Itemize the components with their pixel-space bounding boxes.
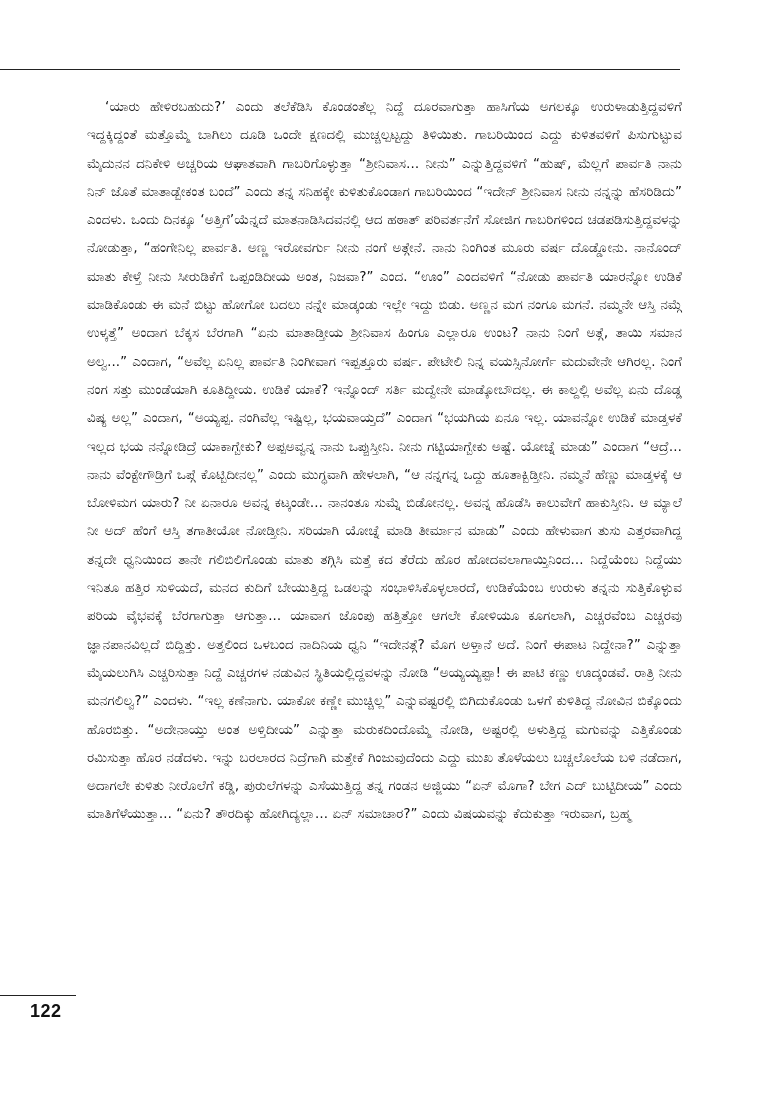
page-number-divider-line [0,995,76,996]
top-divider-line [0,69,680,70]
page-number: 122 [30,1001,62,1021]
body-paragraph: ‘ಯಾರು ಹೇಳಿರಬಹುದು?’ ಎಂದು ತಲೆಕೆಡಿಸಿ ಕೊಂಡಂತೆಲ್ಲ ನಿದ್ದೆ ದೂರವಾಗುತ್ತಾ ಹಾಸಿಗೆಯ ಅಗಲಕ್ಕೂ ಉರುಳಾಡುತ್ತಿದ್ದವಳಿಗೆ ಇದ್ದಕ್ಕಿದ್ದಂತೆ ಮತ್ತೊಮ್ಮೆ ಬಾಗಿಲು ದೂಡಿ ಒಂದೇ ಕ್ಷಣದಲ್ಲಿ ಮುಚ್ಚಲ್ಪಟ್ಟದ್ದು ತಿಳಿಯಿತು. ಗಾಬರಿಯಿಂದ ಎದ್ದು ಕುಳಿತವಳಿಗೆ ಪಿಸುಗುಟ್ಟುವ ಮೈದುನನ ದನಿಕೇಳಿ ಅಚ್ಚರಿಯ ಆಘಾತವಾಗಿ ಗಾಬರಿಗೊಳ್ಳುತ್ತಾ “ಶ್ರೀನಿವಾಸ... ನೀನು” ಎನ್ನುತ್ತಿದ್ದವಳಿಗೆ “ಹುಷ್, ಮೆಲ್ಲಗೆ ಪಾರ್ವತಿ ನಾನು ನಿನ್ ಜೊತೆ ಮಾತಾಡ್ಬೇಕಂತ ಬಂದೆ” ಎಂದು ತನ್ನ ಸನಿಹಕ್ಕೇ ಕುಳಿತುಕೊಂಡಾಗ ಗಾಬರಿಯಿಂದ “ಇದೇನ್ ಶ್ರೀನಿವಾಸ ನೀನು ನನ್ನನ್ನು ಹೆಸರಿಡಿದು” ಎಂದಳು. ಒಂದು ದಿನಕ್ಕೂ ‘ಅತ್ತಿಗೆ’ಯೆನ್ನದೆ ಮಾತನಾಡಿಸಿದವನಲ್ಲಿ ಆದ ಹಠಾತ್ ಪರಿವರ್ತನೆಗೆ ಸೋಜಿಗ ಗಾಬರಿಗಳಿಂದ ಚಡಪಡಿಸುತ್ತಿದ್ದವಳನ್ನು ನೋಡುತ್ತಾ, “ಹಂಗೇನಿಲ್ಲ ಪಾರ್ವತಿ. ಅಣ್ಣ ಇರೋವರ್ಗು ನೀನು ನಂಗೆ ಅತ್ಗೇನೆ. ನಾನು ನಿಂಗಿಂತ ಮೂರು ವರ್ಷ ದೊಡ್ಡೋನು. ನಾನೊಂದ್ ಮಾತು ಕೇಳ್ತೆ ನೀನು ಸೀರುಡಿಕೆಗೆ ಒಪ್ಪಂಡಿದೀಯ ಅಂತ, ನಿಜವಾ?” ಎಂದ. “ಊಂ” ಎಂದವಳಿಗೆ “ನೋಡು ಪಾರ್ವತಿ ಯಾರನ್ನೋ ಉಡಿಕೆ ಮಾಡಿಕೊಂಡು ಈ ಮನೆ ಬಿಟ್ಟು ಹೋಗೋ ಬದಲು ನನ್ನೇ ಮಾಡ್ಕಂಡು ಇಲ್ಲೇ ಇದ್ದು ಬಿಡು. ಅಣ್ಣನ ಮಗ ನಂಗೂ ಮಗನೆ. ನಮ್ಮನೇ ಆಸ್ತಿ ನಮ್ಗೆ ಉಳ್ಕತ್ತೆ” ಅಂದಾಗ ಬೆಕ್ಕಸ ಬೆರಗಾಗಿ “ಏನು ಮಾತಾಡ್ತೀಯ ಶ್ರೀನಿವಾಸ ಹಿಂಗೂ ಎಲ್ಲಾರೂ ಉಂಟ? ನಾನು ನಿಂಗೆ ಅತ್ಗೆ, ತಾಯಿ ಸಮಾನ ಅಲ್ವ...” ಎಂದಾಗ, “ಅವೆಲ್ಲ ಏನಿಲ್ಲ ಪಾರ್ವತಿ ನಿಂಗೀವಾಗ ಇಪ್ಪತ್ತೂರು ವರ್ಷ. ಪೇಟೇಲಿ ನಿನ್ನ ವಯಸ್ಸಿನೋರ್ಗೆ ಮದುವೇನೇ ಆಗಿರಲ್ಲ. ನಿಂಗೆ ನಂಗ ಸತ್ತು ಮುಂಡೆಯಾಗಿ ಕೂತಿದ್ದೀಯ. ಉಡಿಕೆ ಯಾಕೆ? ಇನ್ನೊಂದ್ ಸರ್ತಿ ಮದ್ವೇನೇ ಮಾಡ್ಕೋಬೌದಲ್ಲ. ಈ ಕಾಲ್ದಲ್ಲಿ ಅವೆಲ್ಲ ಏನು ದೊಡ್ಡ ವಿಷ್ಯ ಅಲ್ಲ” ಎಂದಾಗ, “ಅಯ್ಯಪ್ಪ. ನಂಗಿವೆಲ್ಲ ಇಷ್ಟಿಲ್ಲ, ಭಯವಾಯ್ತದೆ” ಎಂದಾಗ “ಭಯಗಿಯ ಏನೂ ಇಲ್ಲ. ಯಾವನ್ನೋ ಉಡಿಕೆ ಮಾಡ್ತಳಕೆ ಇಲ್ಲದ ಭಯ ನನ್ನೋಡಿದ್ರೆ ಯಾಕಾಗ್ಬೇಕು? ಅಪ್ಪಅವ್ವನ್ನ ನಾನು ಒಪ್ಪುಸ್ತೀನಿ. ನೀನು ಗಟ್ಟಿಯಾಗ್ಬೇಕು ಅಷ್ಟೆ. ಯೋಚ್ನೆ ಮಾಡು” ಎಂದಾಗ “ಆದ್ರೆ... ನಾನು ವೆಂಕ್ಟೇಗೌಡ್ರಿಗೆ ಒಪ್ಗೆ ಕೊಟ್ಬಿದೀನಲ್ಲ” ಎಂದು ಮುಗ್ಧವಾಗಿ ಹೇಳಲಾಗಿ, “ಆ ನನ್ನಗನ್ನ ಒದ್ದು ಹೂತಾಕ್ಬಿಡ್ತೀನಿ. ನಮ್ಮನೆ ಹೆಣ್ಣು ಮಾಡ್ತಳಕ್ಕೆ ಆ ಬೋಳಿಮಗ ಯಾರು? ನೀ ಏನಾರೂ ಅವನ್ನ ಕಟ್ಕಂಡೇ... ನಾನಂತೂ ಸುಮ್ನೆ ಬಿಡೋನಲ್ಲ. ಅವನ್ನ ಹೊಡೆಸಿ ಕಾಲುವೇಗೆ ಹಾಕುಸ್ತೀನಿ. ಆ ಮ್ಯಾಲೆ ನೀ ಅದ್ ಹೆಂಗೆ ಆಸ್ತಿ ತಗಾತೀಯೋ ನೋಡ್ತೀನಿ. ಸರಿಯಾಗಿ ಯೋಚ್ನೆ ಮಾಡಿ ತೀರ್ಮಾನ ಮಾಡು” ಎಂದು ಹೇಳುವಾಗ ತುಸು ಎತ್ತರವಾಗಿದ್ದ ತನ್ನದೇ ಧ್ವನಿಯಿಂದ ತಾನೇ ಗಲಿಬಿಲಿಗೊಂಡು ಮಾತು ತಗ್ಗಿಸಿ ಮತ್ತೆ ಕದ ತೆರೆದು ಹೊರ ಹೋದವಲಾಗಾಯ್ತಿನಿಂದ... ನಿದ್ದೆಯೆಂಬ ನಿದ್ದೆಯು ಇನಿತೂ ಹತ್ತಿರ ಸುಳಿಯದೆ, ಮನದ ಕುದಿಗೆ ಬೇಯುತ್ತಿದ್ದ ಒಡಲನ್ನು ಸಂಭಾಳಿಸಿಕೊಳ್ಳಲಾರದೆ, ಉಡಿಕೆಯೆಂಬ ಉರುಳು ತನ್ನನು ಸುತ್ತಿಕೊಳ್ಳುವ ಪರಿಯ ವೈಭವಕ್ಕೆ ಬೆರಗಾಗುತ್ತಾ ಆಗುತ್ತಾ... ಯಾವಾಗ ಜೊಂಪು ಹತ್ತಿತ್ತೋ ಆಗಲೇ ಕೋಳಿಯೂ ಕೂಗಲಾಗಿ, ಎಚ್ಚರವೆಂಬ ಎಚ್ಚರವು ಜ್ಞಾನಪಾನವಿಲ್ಲದೆ ಬಿದ್ದಿತ್ತು. ಅತ್ತಲಿಂದ ಒಳಬಂದ ನಾದಿನಿಯ ಧ್ವನಿ “ಇದೇನತ್ಗೆ? ಮೊಗ ಅಳ್ತಾನೆ ಅದೆ. ನಿಂಗೆ ಈಪಾಟ ನಿದ್ದೇನಾ?” ಎನ್ನುತ್ತಾ ಮೈಯಲುಗಿಸಿ ಎಚ್ಚರಿಸುತ್ತಾ ನಿದ್ದೆ ಎಚ್ಚರಗಳ ನಡುವಿನ ಸ್ಥಿತಿಯಲ್ಲಿದ್ದವಳನ್ನು ನೋಡಿ “ಅಯ್ಯಯ್ಯಪ್ಪಾ! ಈ ಪಾಟಿ ಕಣ್ಣು ಊದ್ಕಂಡವೆ. ರಾತ್ರಿ ನೀನು ಮನಗಲಿಲ್ವ?” ಎಂದಳು. “ಇಲ್ಲ ಕಣೆನಾಗು. ಯಾಕೋ ಕಣ್ಣೇ ಮುಚ್ಚಿಲ್ಲ” ಎನ್ನುವಷ್ಟರಲ್ಲಿ ಬಿಗಿದುಕೊಂಡು ಒಳಗೆ ಕುಳಿತಿದ್ದ ನೋವಿನ ಬಿಕ್ಕೊಂದು ಹೊರಬಿತ್ತು. “ಅದೇನಾಯ್ತು ಅಂತ ಅಳ್ತಿದೀಯ” ಎನ್ನುತ್ತಾ ಮರುಕದಿಂದೊಮ್ಮೆ ನೋಡಿ, ಅಷ್ಟರಲ್ಲಿ ಅಳುತ್ತಿದ್ದ ಮಗುವನ್ನು ಎತ್ತಿಕೊಂಡು ರಮಿಸುತ್ತಾ ಹೊರ ನಡೆದಳು. ಇನ್ನು ಬರಲಾರದ ನಿದ್ರೆಗಾಗಿ ಮತ್ತೇಕೆ ಗಿಂಜುವುದೆಂದು ಎದ್ದು ಮುಖ ತೊಳೆಯಲು ಬಚ್ಚಲೊಲೆಯ ಬಳಿ ನಡೆದಾಗ, ಅದಾಗಲೇ ಕುಳಿತು ನೀರೊಲೆಗೆ ಕಡ್ಡಿ, ಪುರುಲೆಗಳನ್ನು ಎಸೆಯುತ್ತಿದ್ದ ತನ್ನ ಗಂಡನ ಅಜ್ಜಿಯು “ಏನ್ ಮೊಗಾ? ಬೇಗ ಎದ್ ಬುಟ್ಟಿದೀಯ” ಎಂದು ಮಾತಿಗೆಳೆಯುತ್ತಾ... “ಏನು? ತೌರದಿಕ್ಕು ಹೋಗಿದ್ಯಲ್ಲಾ... ಏನ್ ಸಮಾಚಾರ?” ಎಂದು ವಿಷಯವನ್ನು ಕೆದುಕುತ್ತಾ ಇರುವಾಗ, ಬ್ರಹ್ಮ [87,100,682,823]
